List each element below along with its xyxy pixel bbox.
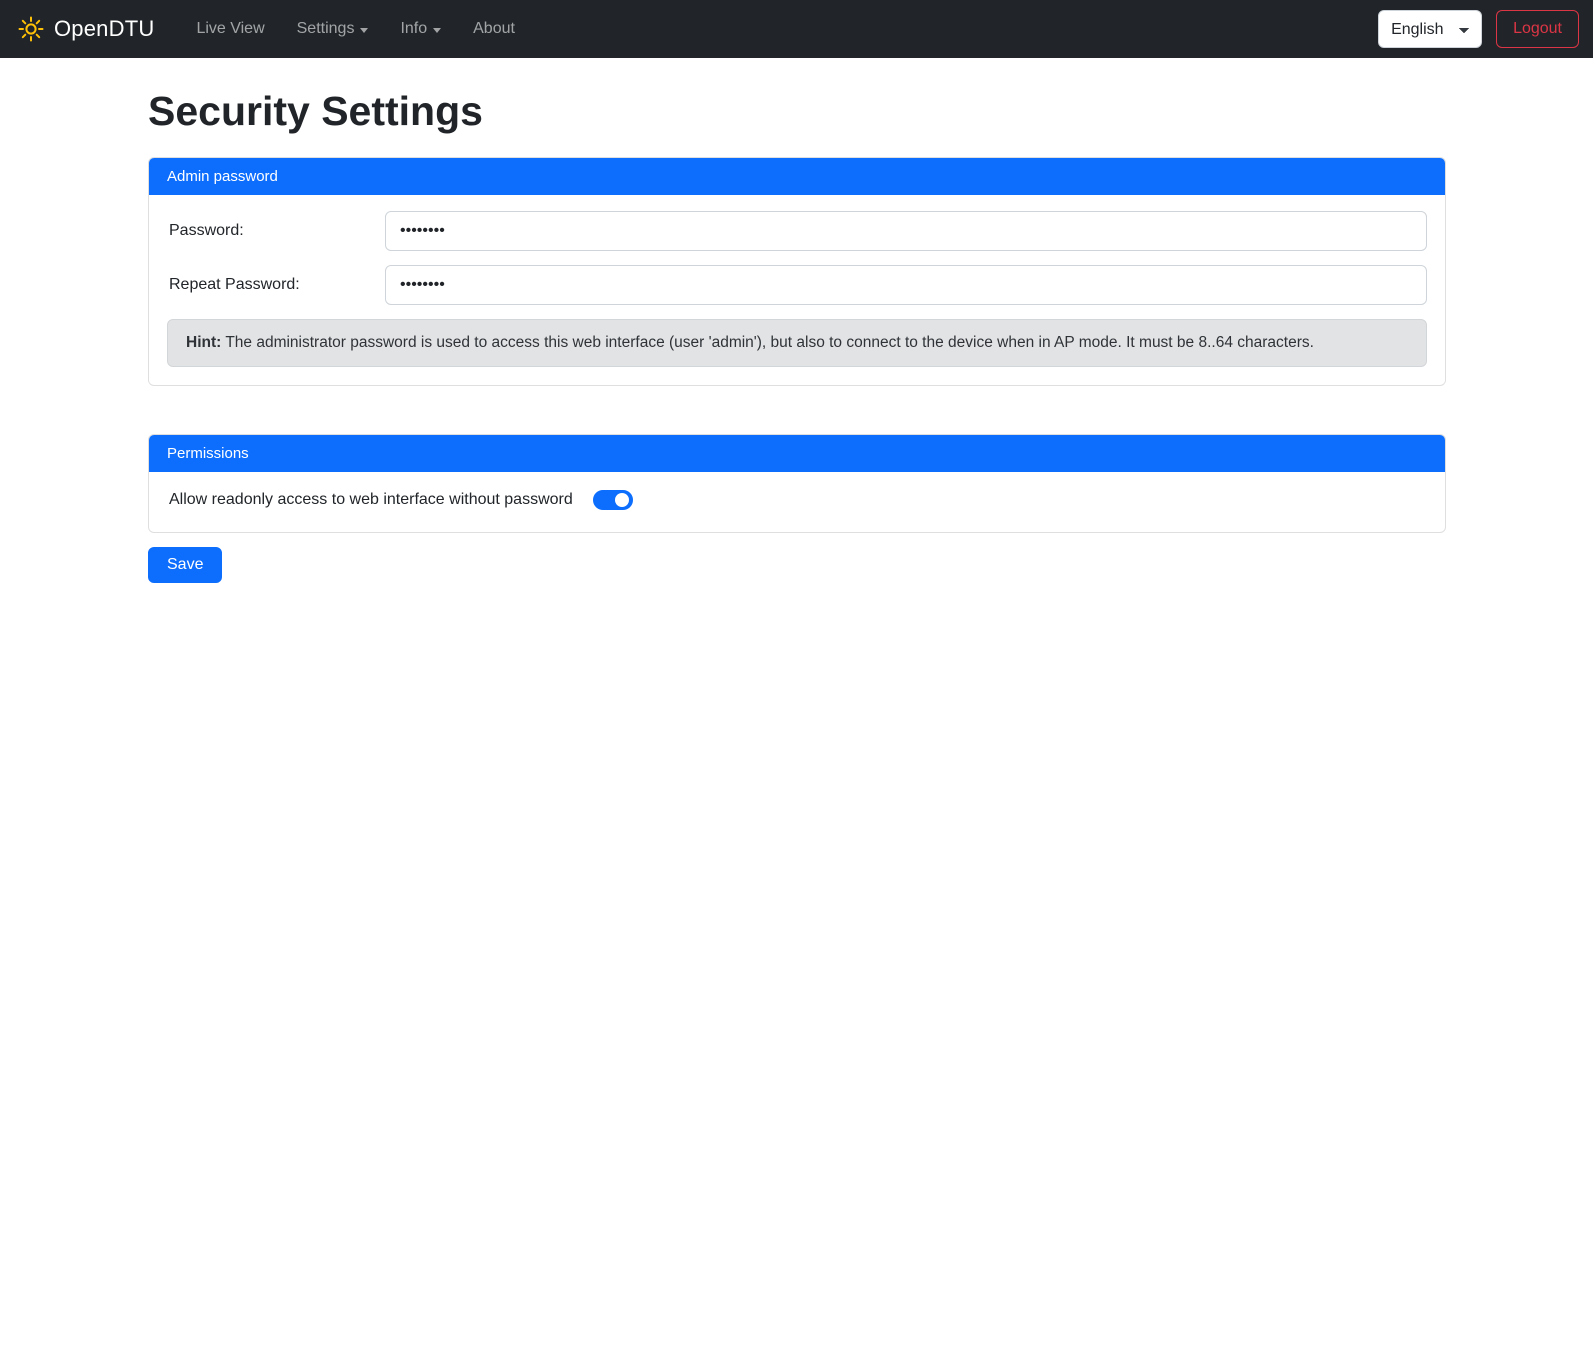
readonly-access-row — [167, 488, 1427, 514]
card-spacer — [0, 386, 1593, 434]
chevron-down-icon — [360, 28, 368, 33]
permissions-card-header: Permissions — [149, 435, 1445, 472]
brand-title: OpenDTU — [54, 16, 155, 41]
page-title: Security Settings — [148, 88, 483, 134]
nav-item-about-label: About — [473, 20, 515, 37]
permissions-card-body — [149, 472, 1445, 532]
admin-password-card-body — [149, 195, 1445, 385]
nav-item-about[interactable] — [457, 12, 531, 46]
brand-logo[interactable] — [18, 16, 154, 42]
readonly-access-label: Allow readonly access to web interface without password — [169, 491, 573, 508]
repeat-password-label: Repeat Password: — [169, 276, 300, 293]
password-hint-text: The administrator password is used to access this web interface (user 'admin'), but also to connect to the device when in AP mode. It must be 8..64 characters. — [221, 334, 1314, 351]
nav-item-settings-label: Settings — [296, 20, 355, 37]
password-row — [167, 211, 1427, 251]
password-input[interactable] — [385, 211, 1427, 251]
permissions-card — [148, 434, 1446, 533]
readonly-access-toggle[interactable] — [593, 490, 633, 510]
save-button[interactable]: Save — [148, 547, 222, 583]
nav-item-live-view[interactable] — [180, 12, 280, 46]
password-hint — [167, 319, 1427, 367]
admin-password-card — [148, 157, 1446, 386]
language-select[interactable] — [1378, 10, 1482, 48]
chevron-down-icon — [433, 28, 441, 33]
page-content — [0, 88, 1593, 583]
sun-icon — [18, 16, 44, 42]
password-hint-prefix: Hint: — [186, 334, 222, 351]
nav-item-settings[interactable] — [281, 12, 385, 46]
repeat-password-row — [167, 265, 1427, 305]
password-label: Password: — [169, 222, 244, 239]
main-nav — [180, 12, 531, 46]
nav-item-info-label: Info — [400, 20, 428, 37]
logout-button[interactable]: Logout — [1496, 10, 1579, 48]
navbar-right-group — [1378, 10, 1579, 48]
admin-password-card-header: Admin password — [149, 158, 1445, 195]
nav-item-info[interactable] — [384, 12, 457, 46]
repeat-password-input[interactable] — [385, 265, 1427, 305]
top-navbar — [0, 0, 1593, 58]
nav-item-live-view-label: Live View — [196, 20, 265, 37]
